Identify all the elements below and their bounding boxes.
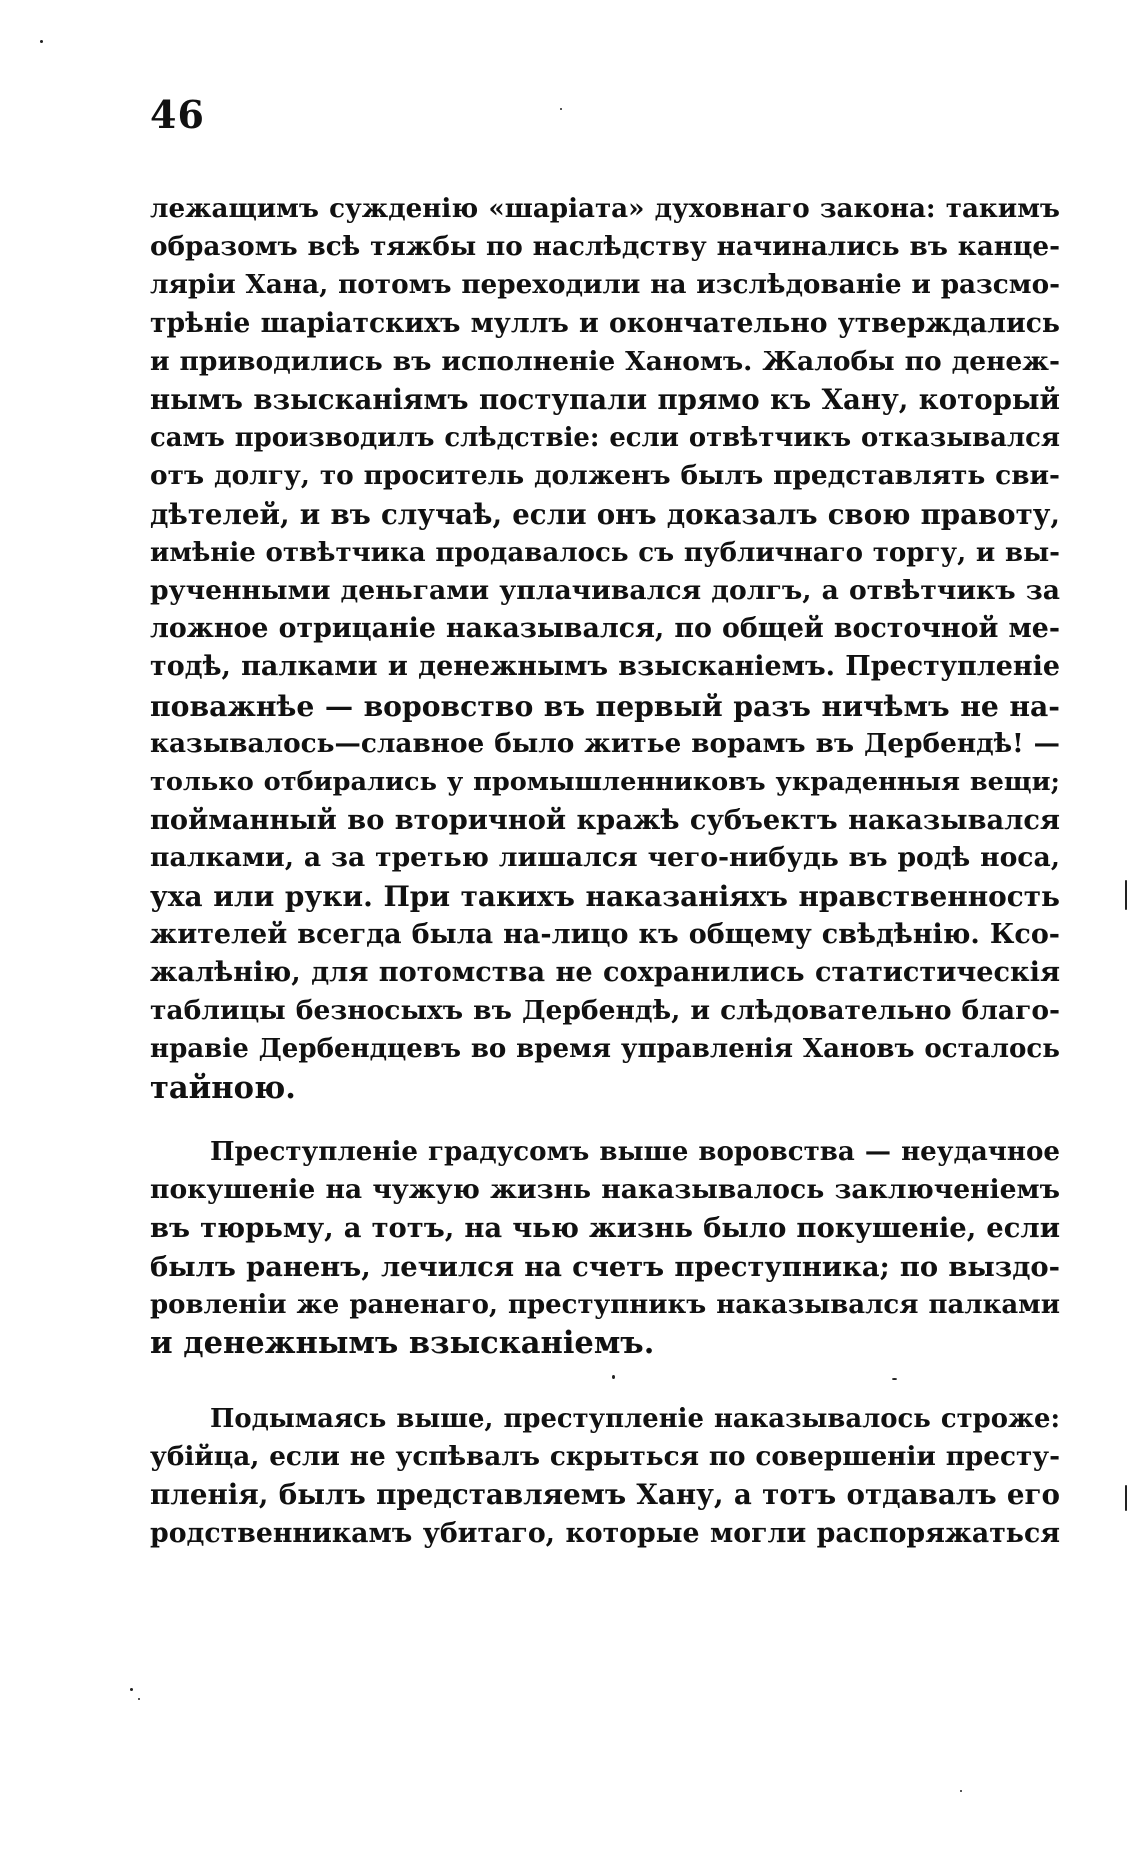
text-line: только отбирались у промышленниковъ украденныя вещи; <box>150 767 1060 798</box>
text-line: имѣніе отвѣтчика продавалось съ публичнаго торгу, и вы- <box>150 537 1060 568</box>
scan-speck <box>960 1790 962 1792</box>
text-line: нравіе Дербендцевъ во время управленія Хановъ осталось <box>150 1034 1060 1065</box>
scan-speck <box>1125 1485 1127 1511</box>
text-line: лежащимъ сужденію «шаріата» духовнаго закона: такимъ <box>150 193 1060 224</box>
text-line: нымъ взысканіямъ поступали прямо къ Хану, который <box>150 383 1060 417</box>
text-line: казывалось—славное было житье ворамъ въ Дербендѣ! — <box>150 727 1060 759</box>
text-line: родственникамъ убитаго, которые могли распоряжаться <box>150 1517 1060 1549</box>
text-line: отъ долгу, то проситель долженъ былъ представлять сви- <box>150 460 1060 492</box>
scan-speck <box>892 1378 897 1380</box>
text-line: трѣніе шаріатскихъ муллъ и окончательно утверждались <box>150 307 1060 339</box>
text-line: Подымаясь выше, преступленіе наказывалось строже: <box>210 1404 1060 1434</box>
text-line: тодѣ, палками и денежнымъ взысканіемъ. Преступленіе <box>150 651 1060 683</box>
scan-speck <box>40 40 43 43</box>
scan-speck <box>560 108 562 110</box>
paragraph-3 <box>150 1400 1060 1553</box>
text-line: жителей всегда была на-лицо къ общему свѣдѣнію. Ксо- <box>150 918 1060 950</box>
text-line: палками, а за третью лишался чего-нибудь въ родѣ носа, <box>150 842 1060 874</box>
text-line: ляріи Хана, потомъ переходили на изслѣдованіе и разсмо- <box>150 269 1060 301</box>
text-line: дѣтелей, и въ случаѣ, если онъ доказалъ свою правоту, <box>150 497 1060 531</box>
text-line: пойманный во вторичной кражѣ субъектъ наказывался <box>150 804 1060 837</box>
text-line: ложное отрицаніе наказывался, по общей восточной ме- <box>150 613 1060 645</box>
text-line: пленія, былъ представляемъ Хану, а тотъ отдавалъ его <box>150 1478 1060 1512</box>
text-line: Преступленіе градусомъ выше воровства — неудачное <box>210 1136 1060 1167</box>
text-line: уха или руки. При такихъ наказаніяхъ нравственность <box>150 879 1060 913</box>
scan-speck <box>130 1688 133 1691</box>
text-line: образомъ всѣ тяжбы по наслѣдству начинались въ канце- <box>150 231 1060 263</box>
scan-speck <box>138 1698 140 1700</box>
scan-speck <box>612 1375 615 1379</box>
text-line: таблицы безносыхъ въ Дербендѣ, и слѣдовательно благо- <box>150 995 1060 1027</box>
text-line: былъ раненъ, лечился на счетъ преступника; по выздо- <box>150 1250 1060 1283</box>
page-number: 46 <box>150 92 205 137</box>
text-line: рученными деньгами уплачивался долгъ, а отвѣтчикъ за <box>150 575 1060 607</box>
text-line: жалѣнію, для потомства не сохранились статистическія <box>150 957 1060 989</box>
text-line: тайною. <box>150 1069 296 1106</box>
text-line: поважнѣе — воровство въ первый разъ ничѣмъ не на- <box>150 688 1060 723</box>
text-line: самъ производилъ слѣдствіе: если отвѣтчикъ отказывался <box>150 423 1060 454</box>
text-line: убійца, если не успѣвалъ скрыться по совершеніи престу- <box>150 1441 1060 1473</box>
text-line: покушеніе на чужую жизнь наказывалось заключеніемъ <box>150 1174 1060 1206</box>
text-line: и приводились въ исполненіе Ханомъ. Жалобы по денеж- <box>150 345 1060 377</box>
scan-speck <box>1125 880 1127 910</box>
text-line: ровленіи же раненаго, преступникъ наказывался палками <box>150 1289 1060 1320</box>
text-line: въ тюрьму, а тотъ, на чью жизнь было покушеніе, если <box>150 1212 1060 1245</box>
paragraph-2 <box>150 1133 1060 1362</box>
paragraph-1 <box>150 190 1060 1107</box>
text-line: и денежнымъ взысканіемъ. <box>150 1325 655 1362</box>
